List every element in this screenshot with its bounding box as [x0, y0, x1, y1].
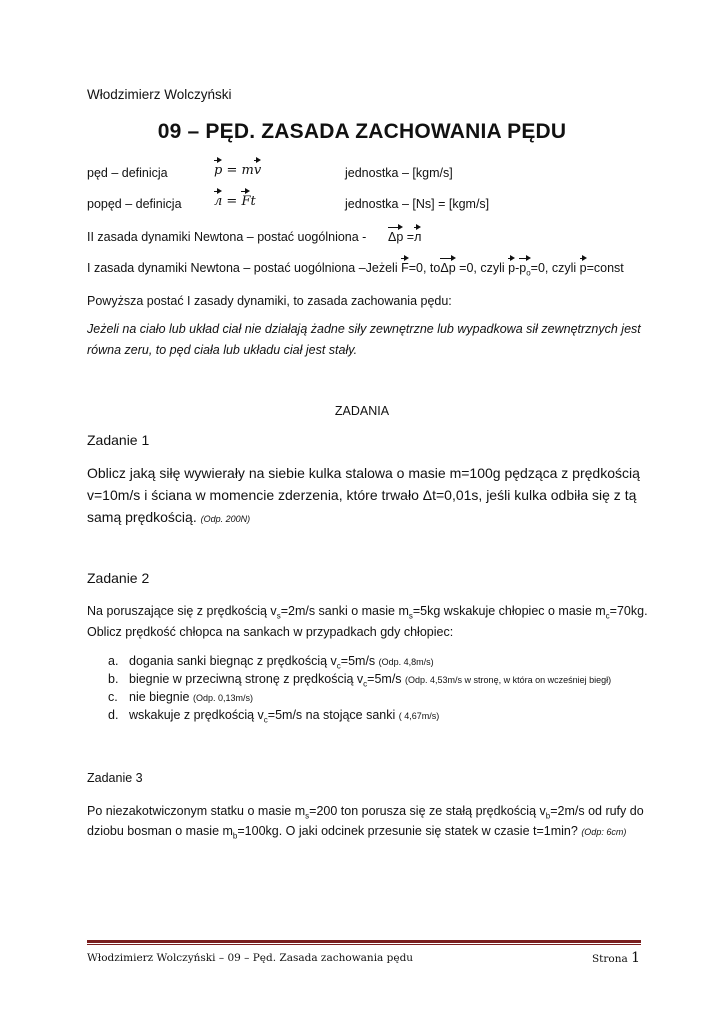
newton2-formula: Δp =л [388, 230, 422, 244]
page-label: Strona [591, 953, 628, 965]
newton1-mid2: =0, czyli [455, 261, 509, 275]
list-item [87, 708, 687, 726]
subscript: s [408, 611, 413, 621]
newton2-text: II zasada dynamiki Newtona – postać uogólniona - [87, 230, 367, 244]
task2-text: =70kg. [609, 604, 648, 618]
task1-text: Oblicz jaką siłę wywierały na siebie kulka stalowa o masie m=100g pędząca z prędkością v=10m/s i ściana w momencie zderzenia, które trwało Δt=0,01s, jeśli kulka odbiła się z tą samą prędkością. [87, 465, 640, 525]
task1-body [87, 462, 647, 530]
newton1-end: =const [586, 261, 624, 275]
item-text: nie biegnie [129, 690, 193, 704]
subscript: c [263, 715, 268, 725]
tasks-header: ZADANIA [334, 404, 390, 418]
page-title: 09 – PĘD. ZASADA ZACHOWANIA PĘDU [157, 120, 567, 143]
subscript: b [545, 811, 551, 821]
p-const-vector: p [579, 261, 587, 275]
impulse-definition-row [87, 197, 182, 211]
task2-list [87, 654, 687, 726]
newton1-mid1: =0, to [408, 261, 441, 275]
item-text: =5m/s na stojące sanki [267, 708, 399, 722]
p0-subscript: o [526, 268, 531, 278]
footer-divider [87, 940, 641, 943]
list-item [87, 690, 687, 708]
newton1-mid3: =0, czyli [530, 261, 580, 275]
vector-arrow-icon: Δp [388, 230, 404, 244]
newton1-text: I zasada dynamiki Newtona – postać uogólniona –Jeżeli [87, 261, 402, 275]
newton1-dash: - [515, 261, 520, 275]
task3-text: =200 ton porusza się ze stałą prędkością v [309, 804, 546, 818]
list-marker: b. [108, 672, 119, 686]
momentum-intro: Powyższa postać I zasady dynamiki, to zasada zachowania pędu: [87, 294, 452, 308]
task2-text: =5kg wskakuje chłopiec o masie m [412, 604, 606, 618]
task2-text: =2m/s sanki o masie m [280, 604, 409, 618]
task2-line2: Oblicz prędkość chłopca na sankach w przypadkach gdy chłopiec: [87, 625, 454, 639]
item-text: biegnie w przeciwną stronę z prędkością v [129, 672, 364, 686]
page-number [592, 950, 640, 966]
subscript: c [363, 679, 368, 689]
impulse-formula: л = Ft [214, 194, 256, 209]
subscript: c [336, 661, 341, 671]
task3-line2 [87, 824, 626, 841]
item-answer: ( 4,67m/s) [398, 711, 440, 721]
task1-answer: (Odp. 200N) [200, 514, 251, 524]
p-vector: p [508, 261, 516, 275]
item-text: dogania sanki biegnąc z prędkością v [129, 654, 337, 668]
task3-answer: (Odp: 6cm) [581, 827, 627, 837]
task3-line1 [87, 804, 644, 821]
author-name: Włodzimierz Wolczyński [87, 87, 232, 102]
task3-heading: Zadanie 3 [87, 771, 143, 785]
subscript: s [276, 611, 281, 621]
newton1-line [87, 261, 624, 278]
vector-arrow-icon: л [214, 194, 223, 209]
item-text: wskakuje z prędkością v [129, 708, 264, 722]
momentum-definition-row [87, 166, 168, 180]
momentum-formula: p = mv [214, 163, 262, 178]
item-text: =5m/s [340, 654, 379, 668]
force-vector: F [401, 261, 409, 275]
subscript: c [605, 611, 610, 621]
p0-letter: p [519, 261, 527, 275]
impulse-label: popęd – definicja [87, 197, 182, 211]
list-item [87, 654, 687, 672]
item-answer: (Odp. 4,8m/s) [378, 657, 434, 667]
vector-arrow-icon: F [241, 194, 251, 209]
task3-text: =100kg. O jaki odcinek przesunie się statek w czasie t=1min? [237, 824, 578, 838]
vector-arrow-icon: л [414, 230, 422, 244]
page-num: 1 [631, 950, 640, 966]
dp-vector: Δp [440, 261, 456, 275]
list-marker: c. [108, 690, 118, 704]
conservation-principle: Jeżeli na ciało lub układ ciał nie działają żadne siły zewnętrzne lub wypadkowa sił zewnętrznych jest równa zeru, to pęd ciała lub układu ciał jest stały. [87, 322, 641, 357]
task2-text: Na poruszające się z prędkością v [87, 604, 277, 618]
task2-heading: Zadanie 2 [87, 570, 150, 586]
task3-text: dziobu bosman o masie m [87, 824, 233, 838]
subscript: b [232, 831, 238, 841]
list-marker: a. [108, 654, 119, 668]
vector-arrow-icon: v [253, 163, 262, 178]
item-text: =5m/s [367, 672, 406, 686]
task3-text: Po niezakotwiczonym statku o masie m [87, 804, 306, 818]
subscript: s [305, 811, 310, 821]
footer-text: Włodzimierz Wolczyński – 09 – Pęd. Zasada zachowania pędu [87, 952, 414, 964]
p0-vector [519, 261, 530, 278]
impulse-unit: jednostka – [Ns] = [kgm/s] [345, 197, 490, 211]
item-answer: (Odp. 0,13m/s) [192, 693, 253, 703]
vector-arrow-icon: p [214, 163, 223, 178]
task2-line1 [87, 604, 648, 621]
task1-heading: Zadanie 1 [87, 432, 150, 448]
momentum-label: pęd – definicja [87, 166, 168, 180]
list-marker: d. [108, 708, 119, 722]
item-answer: (Odp. 4,53m/s w stronę, w która on wcześniej biegł) [405, 675, 612, 685]
task3-text: =2m/s od rufy do [550, 804, 644, 818]
list-item [87, 672, 687, 690]
momentum-unit: jednostka – [kgm/s] [345, 166, 453, 180]
footer-divider-thin [87, 944, 641, 945]
